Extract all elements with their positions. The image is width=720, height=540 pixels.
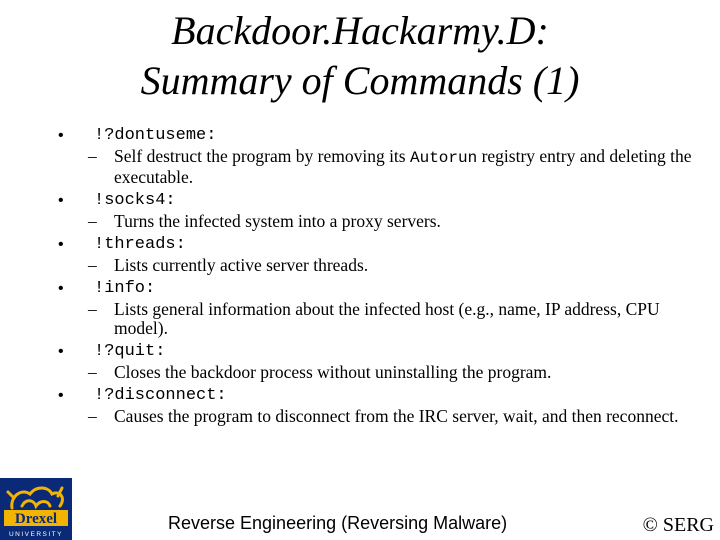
command-description <box>84 300 692 338</box>
command-item <box>52 341 692 382</box>
bullet-icon: • <box>58 236 64 253</box>
description-text: Closes the backdoor process without uninstalling the program. <box>114 362 552 382</box>
footer-copyright: © SERG <box>642 514 714 536</box>
command-name: !?dontuseme: <box>94 126 217 145</box>
description-text: Turns the infected system into a proxy servers. <box>114 211 441 231</box>
command-description <box>84 256 692 275</box>
description-text: Self destruct the program by removing its <box>114 146 410 166</box>
command-description <box>84 212 692 231</box>
drexel-logo <box>0 478 72 540</box>
command-item <box>52 125 692 187</box>
dash-icon: – <box>88 146 97 166</box>
footer-course-title: Reverse Engineering (Reversing Malware) <box>168 513 508 533</box>
slide-title-line-2: Summary of Commands (1) <box>140 58 580 103</box>
logo-subtext: UNIVERSITY <box>8 531 64 538</box>
command-name: !socks4: <box>94 191 176 210</box>
description-text: Lists general information about the infected host (e.g., name, IP address, CPU model). <box>114 299 660 338</box>
command-item <box>52 278 692 338</box>
slide-title-line-1: Backdoor.Hackarmy.D: <box>171 8 549 53</box>
command-description <box>84 407 692 426</box>
bullet-icon: • <box>58 387 64 404</box>
dash-icon: – <box>88 362 97 382</box>
command-list <box>52 125 692 429</box>
command-name: !?disconnect: <box>94 386 227 405</box>
command-description <box>84 147 692 187</box>
bullet-icon: • <box>58 280 64 297</box>
command-item <box>52 234 692 275</box>
registry-key-name: Autorun <box>409 149 478 167</box>
bullet-icon: • <box>58 343 64 360</box>
description-text: Lists currently active server threads. <box>114 255 369 275</box>
dash-icon: – <box>88 211 97 231</box>
command-name: !threads: <box>94 235 186 254</box>
command-name: !?quit: <box>94 342 166 361</box>
dash-icon: – <box>88 406 97 426</box>
description-text: registry entry and deleting the executable. <box>114 146 692 187</box>
dash-icon: – <box>88 299 97 319</box>
dash-icon: – <box>88 255 97 275</box>
command-name: !info: <box>94 279 156 298</box>
logo-wordmark: Drexel <box>14 511 58 527</box>
bullet-icon: • <box>58 127 64 144</box>
description-text: Causes the program to disconnect from the IRC server, wait, and then reconnect. <box>114 406 679 426</box>
bullet-icon: • <box>58 192 64 209</box>
command-item <box>52 190 692 231</box>
command-description <box>84 363 692 382</box>
command-item <box>52 385 692 426</box>
slide-title <box>0 6 720 106</box>
